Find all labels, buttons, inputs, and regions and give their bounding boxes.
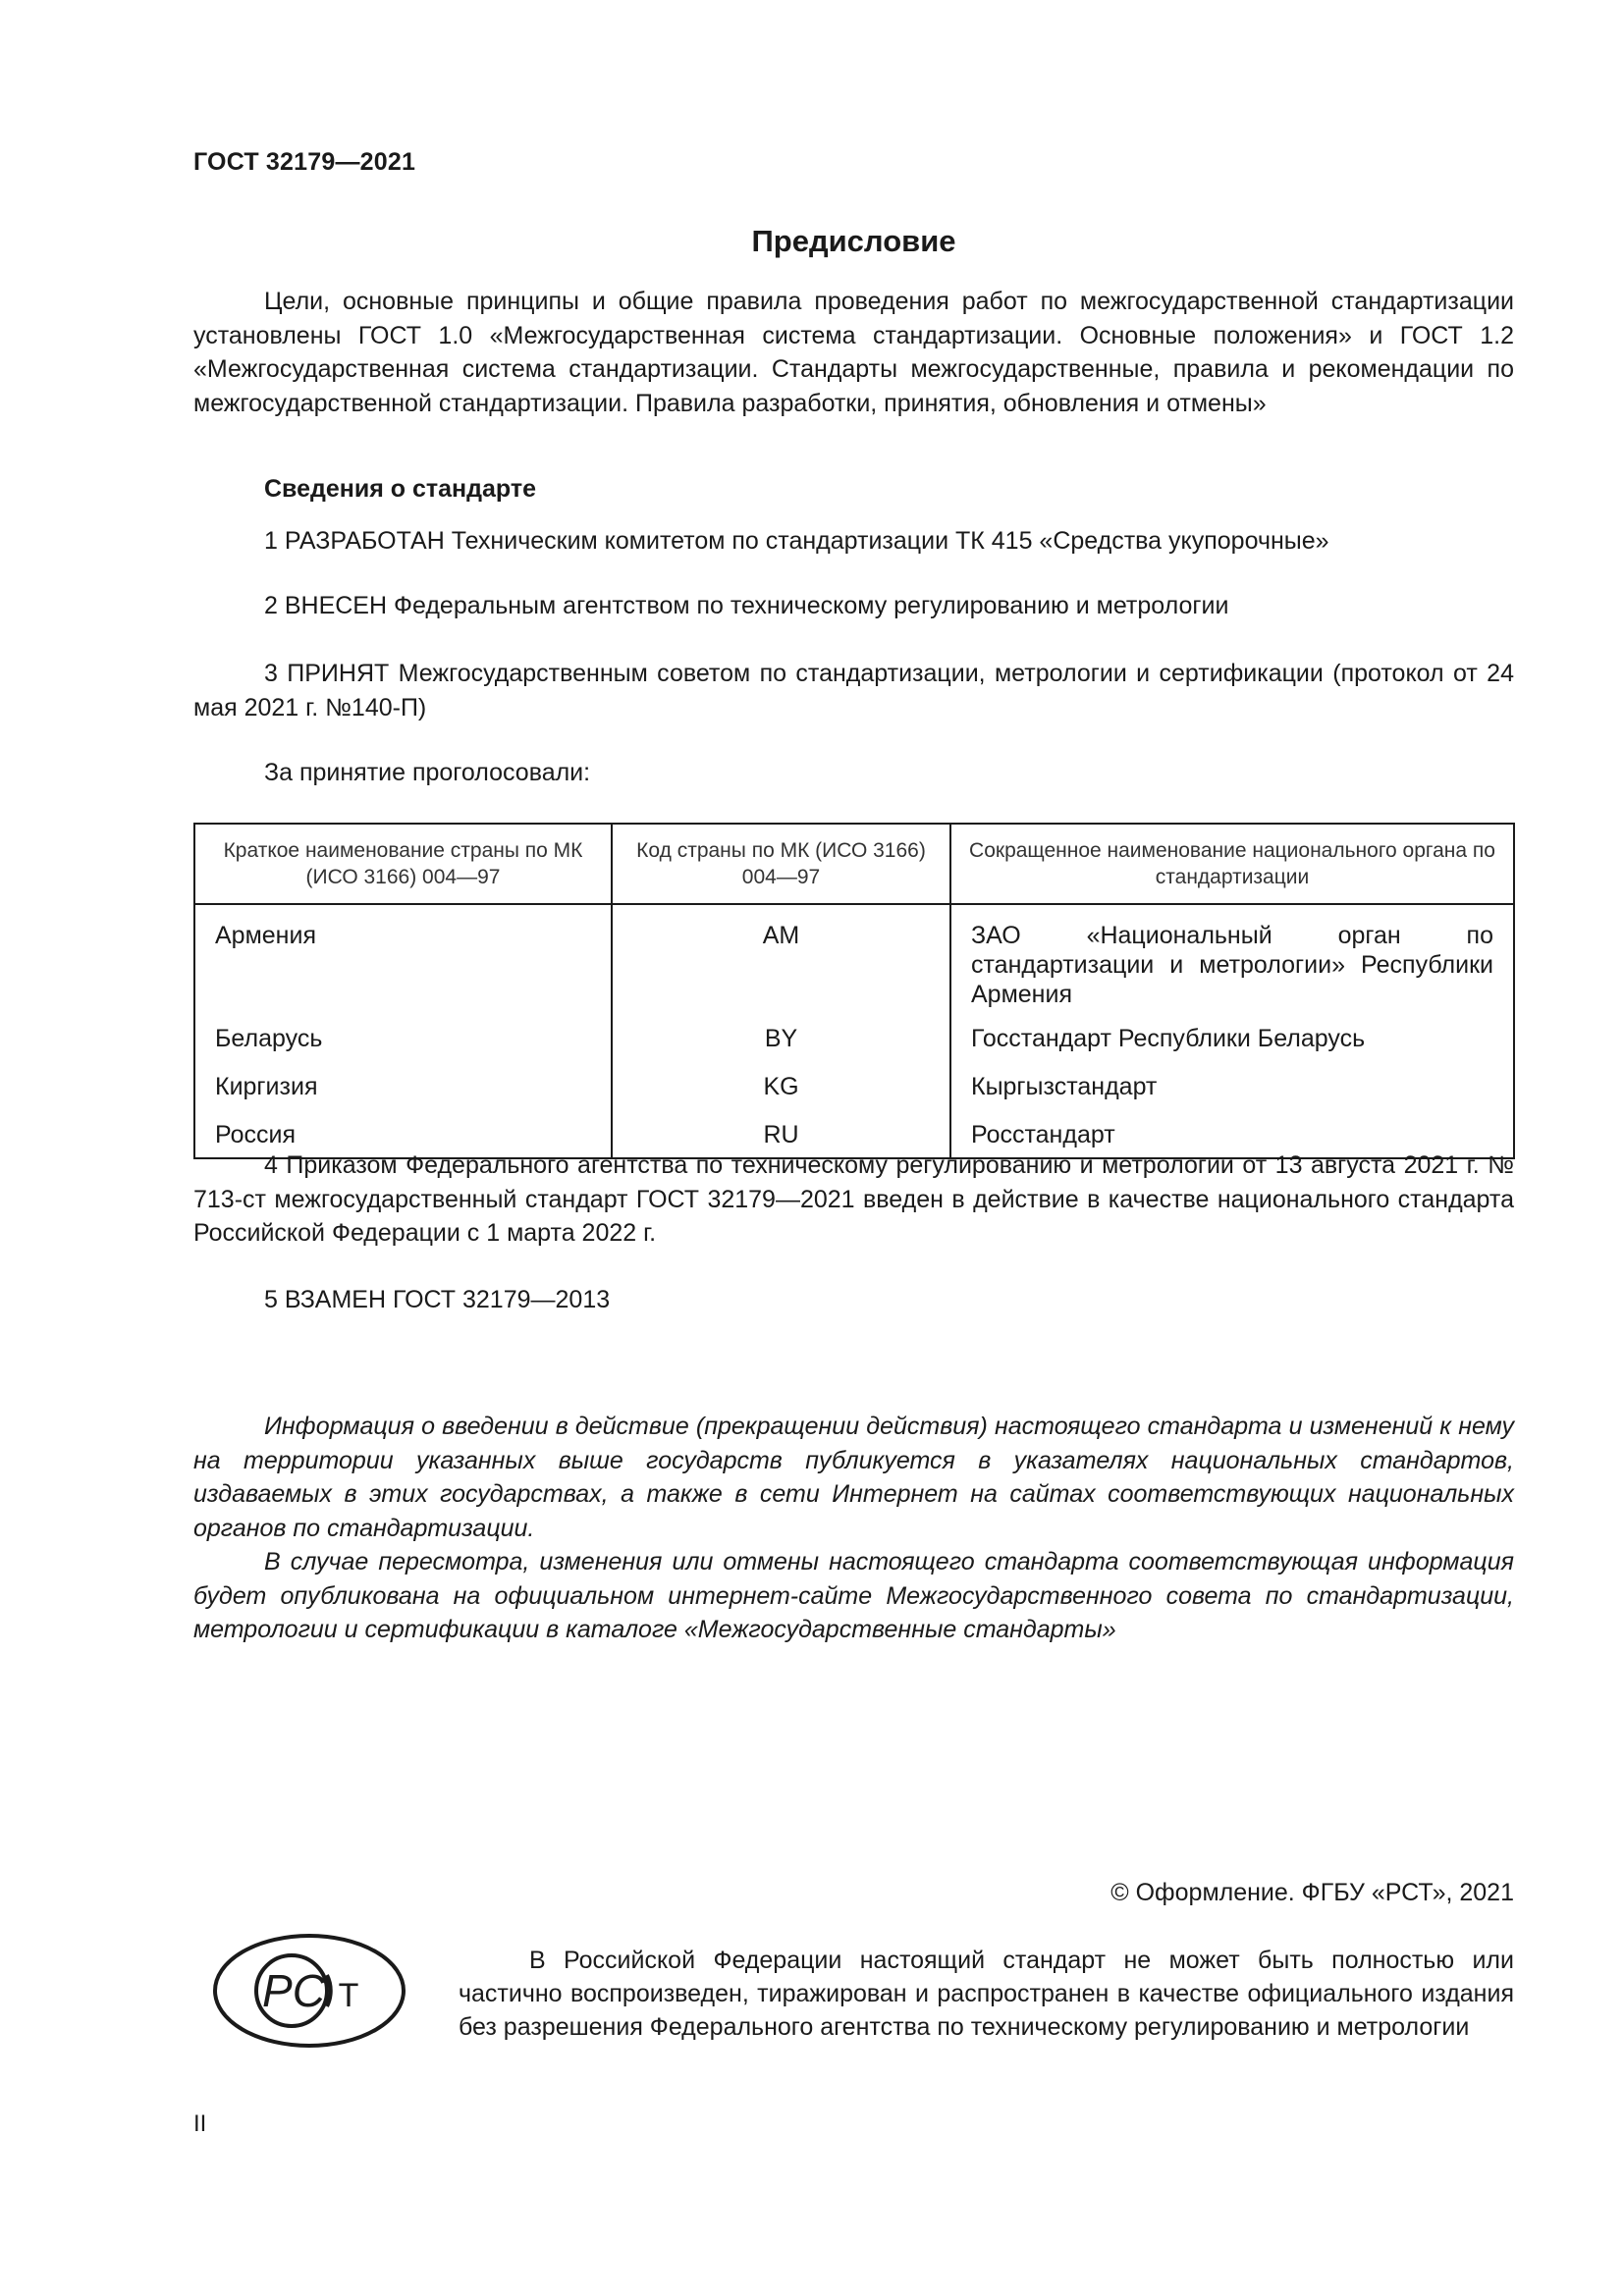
cell-body: Госстандарт Республики Беларусь (971, 1025, 1366, 1052)
svg-text:РС: РС (262, 1965, 325, 2016)
voting-table (193, 823, 1515, 1159)
header-national-body: Сокращенное наименование национального органа по стандартизации (950, 824, 1514, 904)
svg-text:Т: Т (338, 1977, 359, 2014)
preface-intro: Цели, основные принципы и общие правила проведения работ по межгосударственной стандартизации установлены ГОСТ 1.0 «Межгосударственная система стандартизации. Основные положения» и ГОСТ 1.2 «Межгосударственная система стандартизации. Стандарты межгосударственные, правила и рекомендации по межгосударственной стандартизации. Правила разработки, принятия, обновления и отмены» (193, 288, 1514, 417)
rst-logo-icon (211, 1932, 407, 2055)
table-row (194, 1057, 1514, 1105)
standard-info-heading: Сведения о стандарте (264, 475, 537, 503)
document-id: ГОСТ 32179—2021 (193, 148, 416, 176)
cell-body: ЗАО «Национальный орган по стандартизации и метрологии» Республики Армения (971, 922, 1493, 1008)
table-row (194, 904, 1514, 1009)
item-enacted: 4 Приказом Федерального агентства по техническому регулированию и метрологии от 13 августа 2021 г. № 713-ст межгосударственный стандарт ГОСТ 32179—2021 введен в действие в качестве национального стандарта Российской Федерации с 1 марта 2022 г. (193, 1151, 1514, 1247)
copyright-line: © Оформление. ФГБУ «РСТ», 2021 (1110, 1879, 1514, 1906)
voted-label: За принятие проголосовали: (264, 759, 591, 786)
section-title: Предисловие (751, 224, 956, 258)
cell-code: RU (612, 1105, 950, 1158)
item-adopted: 3 ПРИНЯТ Межгосударственным советом по стандартизации, метрологии и сертификации (протокол от 24 мая 2021 г. №140-П) (193, 660, 1514, 721)
cell-body: Кыргызстандарт (971, 1073, 1158, 1100)
header-country-code: Код страны по МК (ИСО 3166) 004—97 (612, 824, 950, 904)
item-submitted: 2 ВНЕСЕН Федеральным агентством по техническому регулированию и метрологии (264, 592, 1229, 619)
item-developed: 1 РАЗРАБОТАН Техническим комитетом по стандартизации ТК 415 «Средства укупорочные» (264, 527, 1329, 555)
cell-body: Росстандарт (971, 1121, 1115, 1148)
cell-code: KG (612, 1057, 950, 1105)
header-country-name: Краткое наименование страны по МК (ИСО 3166) 004—97 (194, 824, 612, 904)
table-row (194, 1009, 1514, 1057)
cell-country: Россия (194, 1105, 612, 1158)
cell-code: AM (612, 904, 950, 1009)
reproduction-notice: В Российской Федерации настоящий стандарт не может быть полностью или частично воспроизведен, тиражирован и распространен в качестве официального издания без разрешения Федерального агентства по техническому регулированию и метрологии (459, 1947, 1514, 2041)
info-note-enactment: Информация о введении в действие (прекращении действия) настоящего стандарта и изменений к нему на территории указанных выше государств публикуется в указателях национальных стандартов, издаваемых в этих государствах, а также в сети Интернет на сайтах соответствующих национальных органов по стандартизации. (193, 1413, 1514, 1542)
cell-country: Беларусь (194, 1009, 612, 1057)
cell-country: Армения (194, 904, 612, 1009)
page-number: II (193, 2110, 207, 2137)
info-note-revision: В случае пересмотра, изменения или отмены настоящего стандарта соответствующая информация будет опубликована на официальном интернет-сайте Межгосударственного совета по стандартизации, метрологии и сертификации в каталоге «Межгосударственные стандарты» (193, 1548, 1514, 1643)
table-header-row (194, 824, 1514, 904)
item-replaces: 5 ВЗАМЕН ГОСТ 32179—2013 (264, 1286, 611, 1313)
cell-country: Киргизия (194, 1057, 612, 1105)
cell-code: BY (612, 1009, 950, 1057)
